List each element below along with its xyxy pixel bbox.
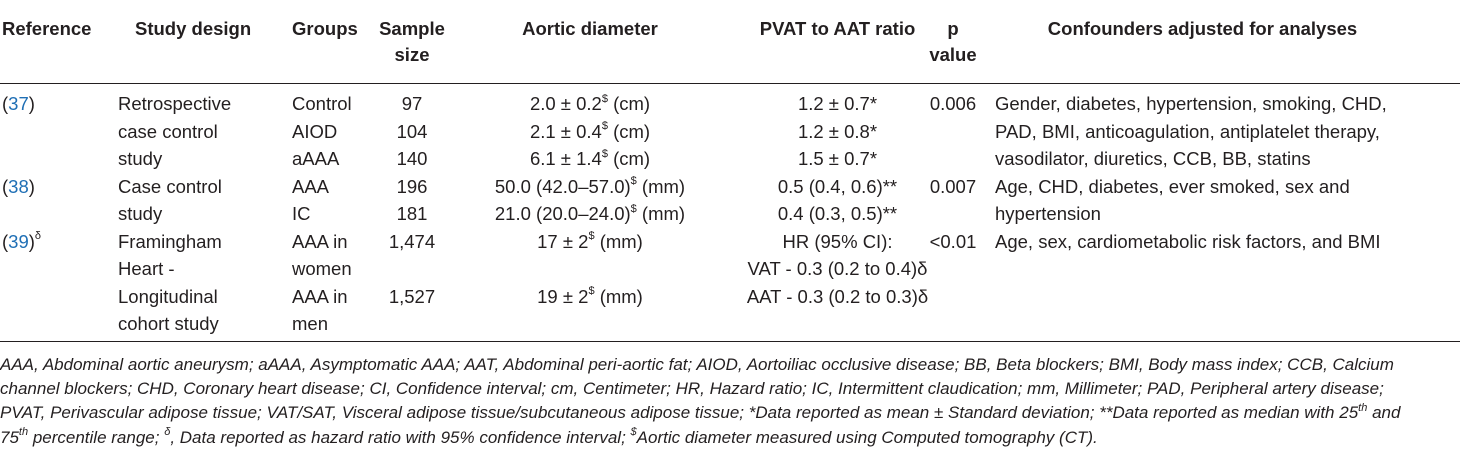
header-divider <box>0 83 1460 84</box>
study-design-line: Retrospective <box>118 93 232 114</box>
header-groups: Groups <box>292 18 358 39</box>
header-p-value-line1: p <box>947 18 959 39</box>
confounder-line: vasodilator, diuretics, CCB, BB, statins <box>995 148 1311 169</box>
reference-link[interactable]: 37 <box>8 93 29 114</box>
reference-link[interactable]: 39 <box>8 230 29 252</box>
sample-size-cell <box>372 90 452 173</box>
header-aortic-diameter: Aortic diameter <box>522 18 658 39</box>
header-p-value <box>918 16 988 68</box>
ratio-value: AAT - 0.3 (0.2 to 0.3)δ <box>746 285 929 307</box>
table-footnote <box>0 353 1460 450</box>
group-name: men <box>292 313 328 334</box>
ratio-value: 0.5 (0.4, 0.6)** <box>777 175 898 197</box>
group-name: women <box>292 258 352 279</box>
p-value-cell: 0.006 <box>929 93 977 114</box>
header-reference: Reference <box>2 18 92 39</box>
p-value-cell: 0.007 <box>929 175 977 197</box>
footnote-line: AAA, Abdominal aortic aneurysm; aAAA, Asymptomatic AAA; AAT, Abdominal peri-aortic fat; AIOD, Aortoiliac occlusive disease; BB, Beta blockers; BMI, Body mass index; CCB, Calcium <box>0 355 1394 374</box>
sample-size-value: 1,474 <box>388 230 436 252</box>
ratio-value: HR (95% CI): <box>782 230 893 252</box>
header-sample-size-line1: Sample <box>379 18 445 39</box>
study-design-line: Heart - <box>118 258 175 279</box>
confounders-cell <box>995 90 1387 173</box>
diameter-value: 2.0 ± 0.2$ (cm) <box>529 92 651 114</box>
confounder-line: Age, CHD, diabetes, ever smoked, sex and <box>995 175 1350 197</box>
table-bottom-rule <box>0 341 1460 342</box>
ratio-value: 0.4 (0.3, 0.5)** <box>777 203 898 224</box>
diameter-value: 50.0 (42.0–57.0)$ (mm) <box>494 175 686 197</box>
header-p-value-line2: value <box>929 44 977 65</box>
sample-size-value: 181 <box>396 203 428 224</box>
groups-cell <box>292 228 352 338</box>
study-design-cell <box>118 173 222 228</box>
header-pvat-aat: PVAT to AAT ratio <box>759 18 916 39</box>
diameter-value: 6.1 ± 1.4$ (cm) <box>529 147 651 169</box>
study-design-line: cohort study <box>118 313 219 334</box>
group-name: AIOD <box>292 120 338 142</box>
study-design-line: Framingham <box>118 230 222 252</box>
study-design-line: study <box>118 203 163 224</box>
sample-size-cell <box>372 173 452 228</box>
group-name: IC <box>292 203 311 224</box>
reference-superscript: δ <box>34 230 42 243</box>
study-design-line: case control <box>118 120 218 142</box>
group-name: AAA in <box>292 285 348 307</box>
footnote-line: 75th percentile range; $^\delta$, Data reported as hazard ratio with 95% confidence interval; $Aortic diameter measured using Computed tomography (CT). <box>0 425 1098 447</box>
confounder-line: Age, sex, cardiometabolic risk factors, and BMI <box>995 230 1381 252</box>
groups-cell <box>292 90 352 173</box>
reference-cell: (37) <box>2 93 35 114</box>
diameter-value: 17 ± 2$ (mm) <box>537 230 643 252</box>
confounder-line: hypertension <box>995 203 1101 224</box>
diameter-value: 21.0 (20.0–24.0)$ (mm) <box>494 202 686 224</box>
study-design-cell <box>118 90 231 173</box>
footnote-line: channel blockers; CHD, Coronary heart disease; CI, Confidence interval; cm, Centimeter; HR, Hazard ratio; IC, Intermittent claudication; mm, Millimeter; PAD, Peripheral artery disease; <box>0 379 1384 399</box>
aortic-diameter-cell <box>470 173 710 228</box>
sample-size-cell <box>372 228 452 311</box>
header-study-design: Study design <box>135 18 252 39</box>
ratio-value: VAT - 0.3 (0.2 to 0.4)δ <box>747 258 928 279</box>
sample-size-value: 97 <box>401 93 423 114</box>
group-name: Control <box>292 93 352 114</box>
group-name: aAAA <box>292 148 340 169</box>
study-design-line: Longitudinal <box>118 285 218 307</box>
aortic-diameter-cell <box>470 90 710 173</box>
sample-size-value: 140 <box>396 148 428 169</box>
header-sample-size <box>372 16 452 68</box>
sample-size-value: 104 <box>396 120 428 142</box>
confounder-line: PAD, BMI, anticoagulation, antiplatelet therapy, <box>995 120 1380 142</box>
footnote-line: PVAT, Perivascular adipose tissue; VAT/SAT, Visceral adipose tissue/subcutaneous adipose tissue; *Data reported as mean ± Standard deviation; **Data reported as median with 25th and <box>0 401 1401 423</box>
study-design-line: Case control <box>118 175 222 197</box>
groups-cell <box>292 173 329 228</box>
header-sample-size-line2: size <box>394 44 430 65</box>
aortic-diameter-cell <box>470 228 710 311</box>
reference-link[interactable]: 38 <box>8 175 29 197</box>
p-value-cell: <0.01 <box>929 230 977 252</box>
diameter-value: 2.1 ± 0.4$ (cm) <box>529 120 651 142</box>
confounders-cell <box>995 228 1381 256</box>
group-name: AAA <box>292 175 330 197</box>
ratio-value: 1.2 ± 0.8* <box>797 120 878 142</box>
study-design-line: study <box>118 148 163 169</box>
confounders-cell <box>995 173 1350 228</box>
confounder-line: Gender, diabetes, hypertension, smoking, CHD, <box>995 93 1387 114</box>
diameter-value: 19 ± 2$ (mm) <box>537 285 643 307</box>
ratio-value: 1.5 ± 0.7* <box>797 148 878 169</box>
reference-cell: (38) <box>2 175 35 197</box>
reference-cell: $(39)^\delta$ <box>2 230 42 252</box>
study-design-cell <box>118 228 222 338</box>
group-name: AAA in <box>292 230 348 252</box>
sample-size-value: 196 <box>396 175 428 197</box>
ratio-value: 1.2 ± 0.7* <box>797 93 878 114</box>
sample-size-value: 1,527 <box>388 285 436 307</box>
header-confounders: Confounders adjusted for analyses <box>1047 18 1358 39</box>
